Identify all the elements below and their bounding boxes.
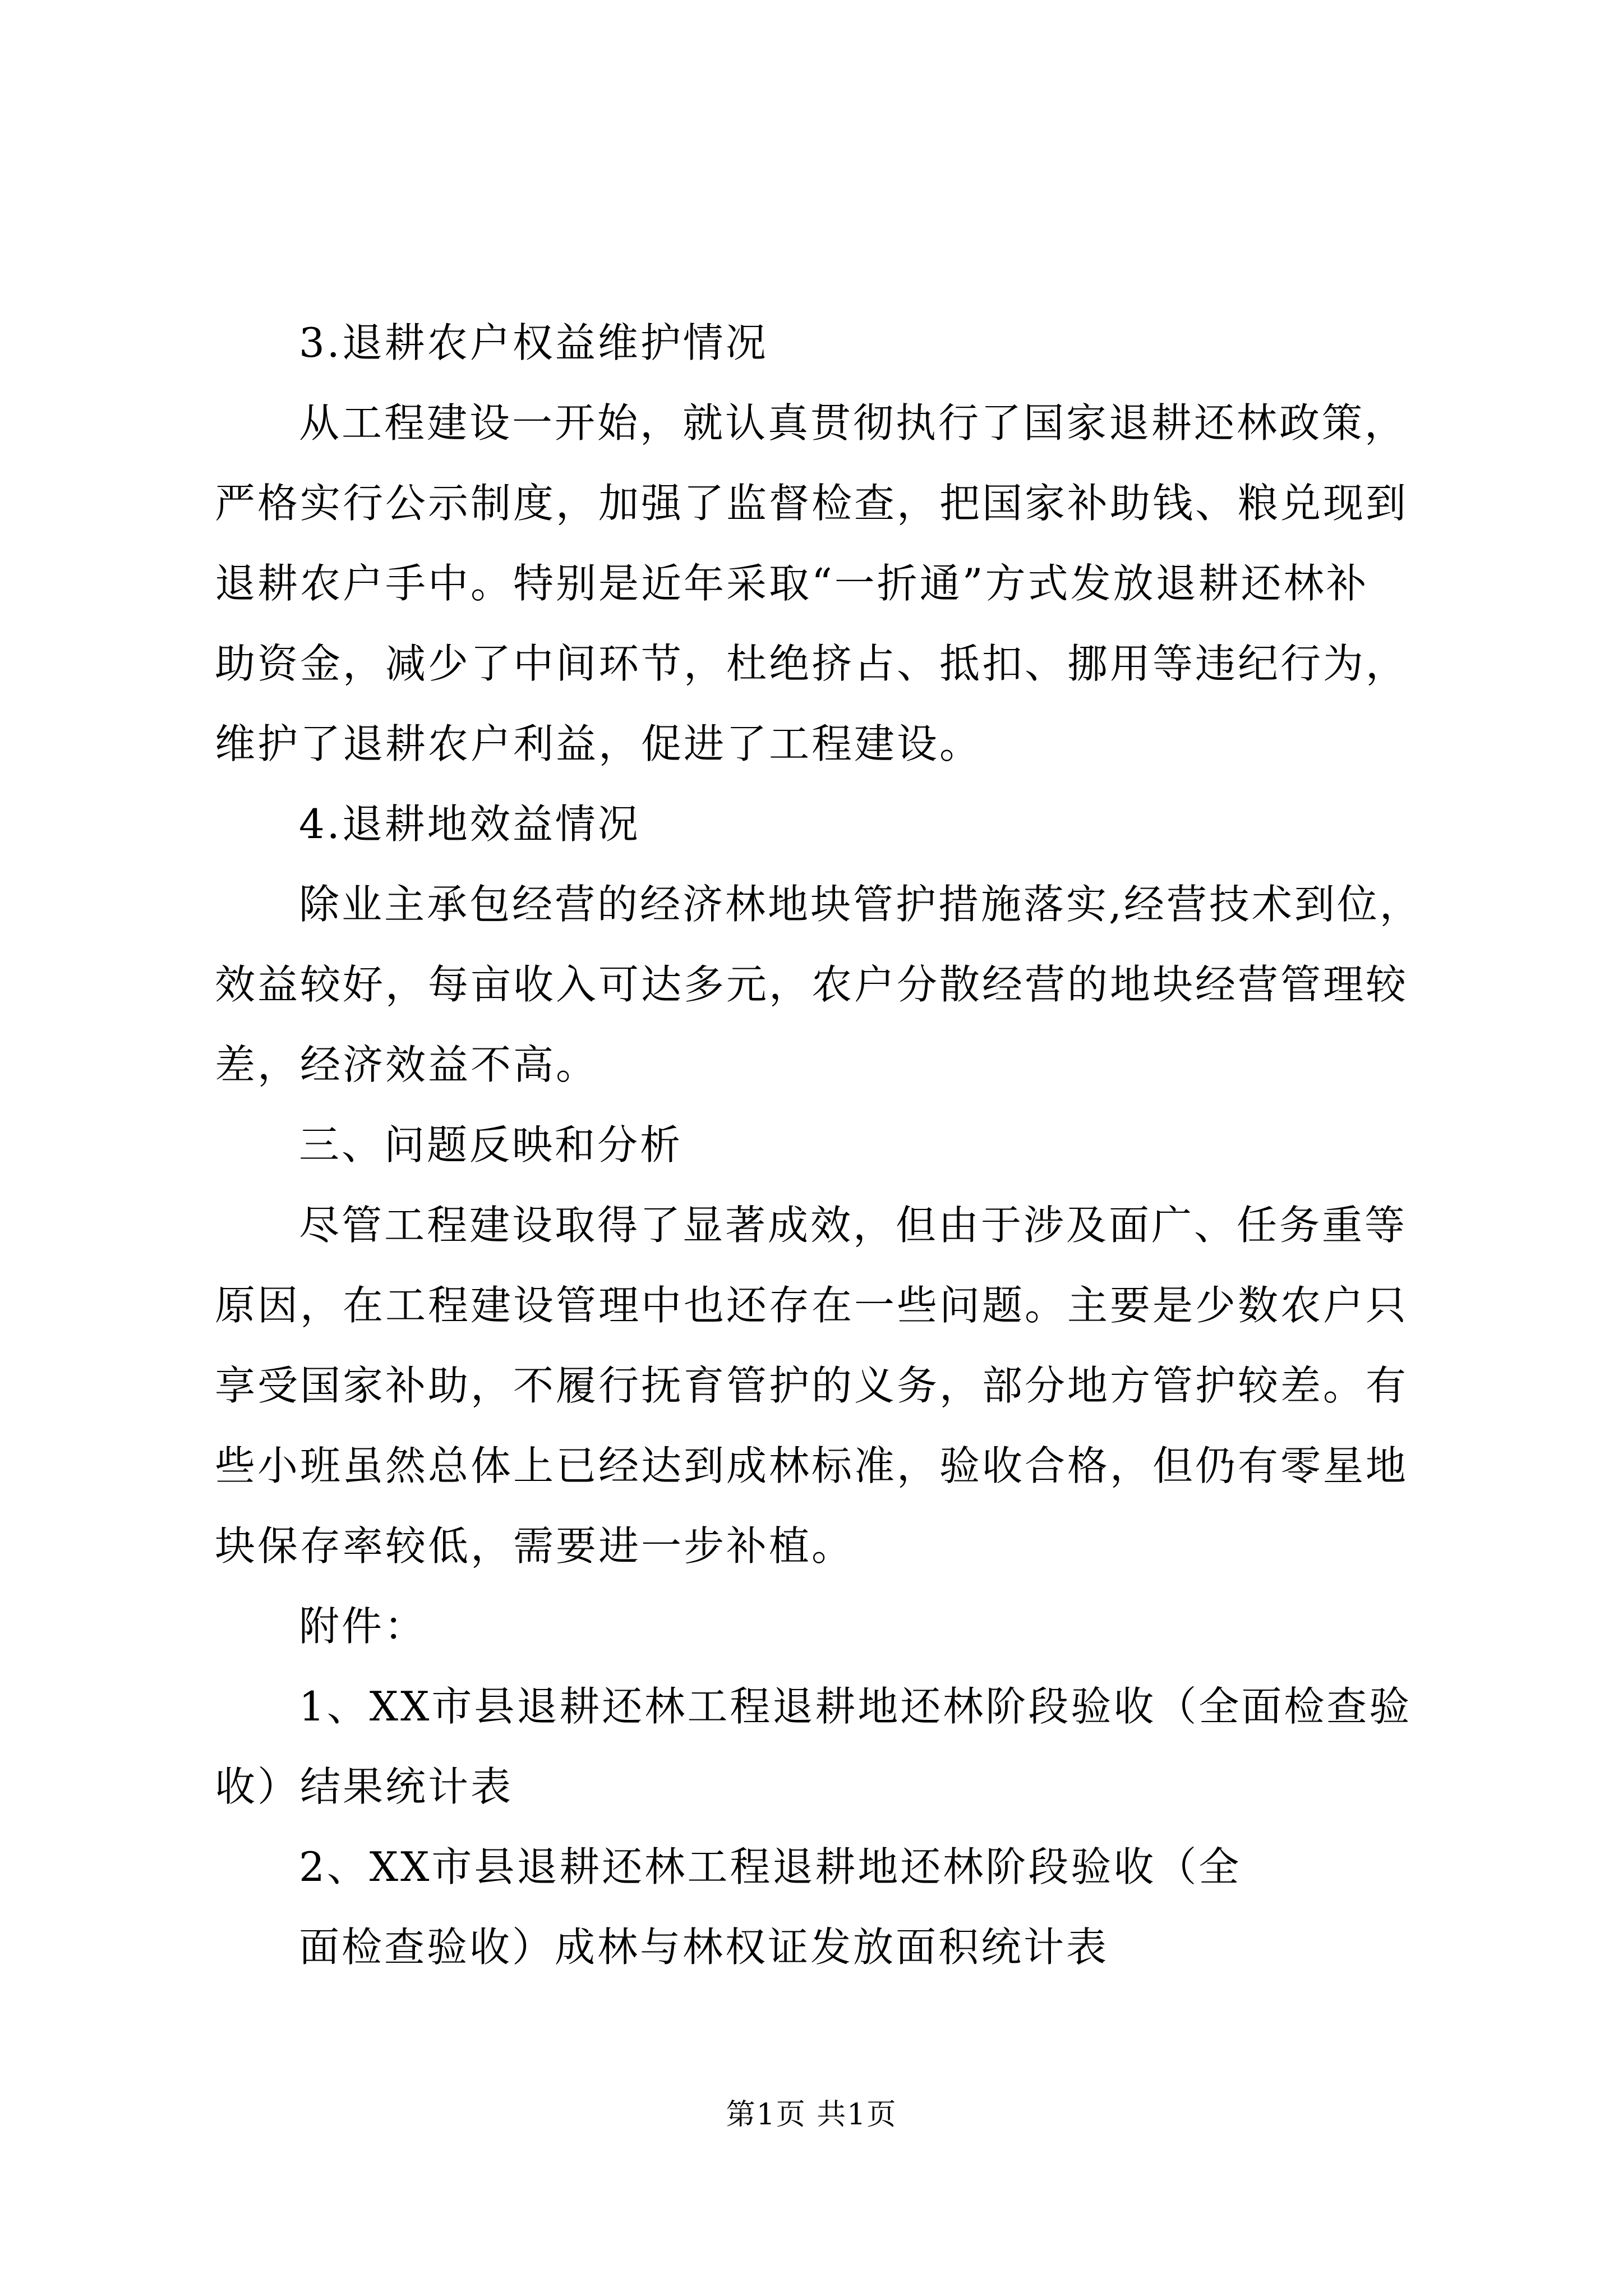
attachment-item-2-continued: 面检查验收）成林与林权证发放面积统计表 bbox=[299, 1924, 1109, 1971]
paragraph-line: 从工程建设一开始，就认真贯彻执行了国家退耕还林政策， bbox=[299, 399, 1408, 447]
paragraph-line: 差，经济效益不高。 bbox=[215, 1041, 599, 1088]
paragraph-line: 助资金，减少了中间环节，杜绝挤占、抵扣、挪用等违纪行为， bbox=[215, 640, 1409, 687]
document-body bbox=[215, 303, 1421, 1987]
paragraph-line: 维护了退耕农户利益，促进了工程建设。 bbox=[215, 720, 983, 767]
paragraph-line: 效益较好，每亩收入可达多元，农户分散经营的地块经营管理较 bbox=[215, 961, 1409, 1008]
paragraph-line: 些小班虽然总体上已经达到成林标准，验收合格，但仍有零星地 bbox=[215, 1442, 1409, 1489]
attachments-heading: 附件： bbox=[299, 1603, 427, 1650]
section-heading-benefits: 4.退耕地效益情况 bbox=[299, 800, 640, 848]
paragraph-line: 除业主承包经营的经济林地块管护措施落实,经营技术到位， bbox=[299, 881, 1422, 928]
attachment-item-1-continued: 收）结果统计表 bbox=[215, 1763, 514, 1810]
section-heading-problems: 三、问题反映和分析 bbox=[299, 1121, 683, 1168]
paragraph-line: 退耕农户手中。特别是近年采取“一折通”方式发放退耕还林补 bbox=[215, 560, 1369, 607]
paragraph-line: 享受国家补助，不履行抚育管护的义务，部分地方管护较差。有 bbox=[215, 1362, 1409, 1409]
paragraph-line: 原因，在工程建设管理中也还存在一些问题。主要是少数农户只 bbox=[215, 1282, 1409, 1329]
section-heading-farmer-rights: 3.退耕农户权益维护情况 bbox=[299, 319, 768, 366]
paragraph-line: 块保存率较低，需要进一步补植。 bbox=[215, 1522, 855, 1570]
page-number-footer: 第1页 共1页 bbox=[726, 2098, 897, 2132]
paragraph-line: 尽管工程建设取得了显著成效，但由于涉及面广、任务重等 bbox=[299, 1202, 1408, 1249]
attachment-item-1: 1、XX市县退耕还林工程退耕地还林阶段验收（全面检查验 bbox=[299, 1683, 1412, 1730]
paragraph-line: 严格实行公示制度，加强了监督检查，把国家补助钱、粮兑现到 bbox=[215, 480, 1409, 527]
attachment-item-2: 2、XX市县退耕还林工程退耕地还林阶段验收（全 bbox=[299, 1843, 1242, 1890]
